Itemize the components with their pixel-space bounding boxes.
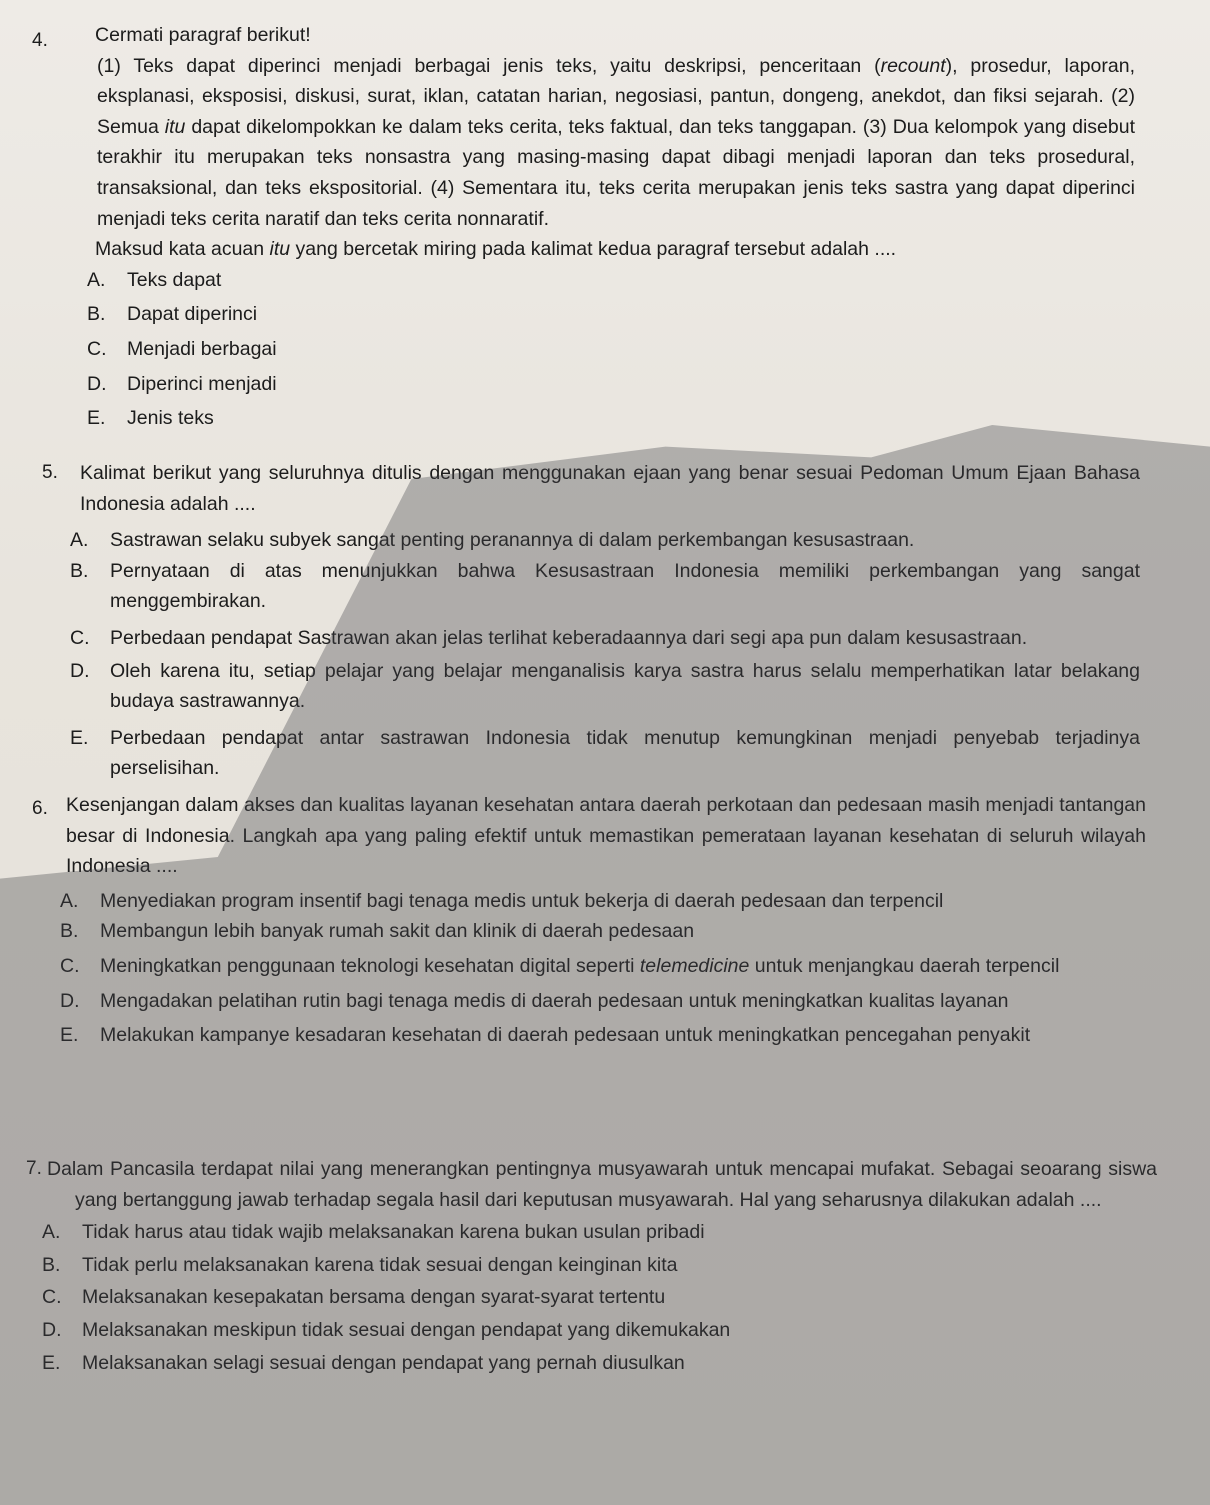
option-letter: A. — [70, 529, 89, 552]
question-4-paragraph-mid: laporan dan teks prosedural, transaksional, dan teks ekspositorial. (4) Sementara itu, teks cerita merupakan jenis teks sastra yang dapat diperinci menjadi teks cerita naratif dan teks cerita nonnaratif. — [97, 146, 1135, 230]
question-6-option-e[interactable] — [60, 1020, 1146, 1051]
option-letter: E. — [70, 726, 89, 749]
option-text: Perbedaan pendapat Sastrawan akan jelas terlihat keberadaannya dari segi apa pun dalam kesusastraan. — [110, 627, 1028, 650]
question-6-number: 6. — [32, 798, 48, 819]
option-letter: E. — [87, 407, 106, 430]
question-7 — [42, 1154, 1157, 1378]
question-6-option-c[interactable] — [60, 951, 1146, 982]
question-7-options — [42, 1217, 1157, 1378]
question-5-option-a[interactable] — [70, 525, 1140, 556]
option-letter: D. — [87, 372, 107, 395]
option-text: Membangun lebih banyak rumah sakit dan klinik di daerah pedesaan — [100, 920, 695, 943]
question-6-option-b[interactable] — [60, 916, 1146, 947]
option-letter: A. — [42, 1221, 61, 1244]
question-6-option-a[interactable] — [60, 886, 1146, 917]
question-4 — [87, 20, 1136, 434]
option-text: Oleh karena itu, setiap pelajar yang belajar menganalisis karya sastra harus selalu memperhatikan latar belakang budaya sastrawannya. — [110, 659, 1140, 713]
option-letter: C. — [60, 955, 80, 978]
option-text: Jenis teks — [127, 407, 214, 430]
question-7-option-a[interactable] — [42, 1217, 1157, 1248]
option-text: Melaksanakan selagi sesuai dengan pendapat yang pernah diusulkan — [82, 1351, 685, 1374]
option-text: Melakukan kampanye kesadaran kesehatan di daerah pedesaan untuk meningkatkan pencegahan penyakit — [100, 1024, 1031, 1047]
question-5 — [70, 458, 1140, 784]
question-4-number: 4. — [32, 30, 48, 51]
option-letter: D. — [70, 659, 90, 682]
question-4-option-d[interactable] — [87, 369, 1135, 400]
option-text: Sastrawan selaku subyek sangat penting peranannya di dalam perkembangan kesusastraan. — [110, 529, 915, 552]
option-text: Melaksanakan meskipun tidak sesuai dengan pendapat yang dikemukakan — [82, 1319, 731, 1342]
question-4-paragraph-text: (1) Teks dapat diperinci menjadi berbagai jenis teks, yaitu deskripsi, penceritaan (recount), prosedur, laporan, eksplanasi, eksposisi, diskusi, surat, iklan, catatan harian, negosiasi, pantun, dongeng, anekdot, dan fiksi sejarah. (2) Semua itu dapat dikelompokkan ke dalam teks cerita, teks faktual, dan teks tanggapan. (3) Dua kelompok yang disebut terakhir itu merupakan teks nonsastra yang masing-masing dapat dibagi menjadi — [97, 54, 1136, 169]
question-5-option-d[interactable] — [70, 656, 1140, 717]
option-text: Tidak harus atau tidak wajib melaksanakan karena bukan usulan pribadi — [82, 1221, 705, 1244]
option-text: Meningkatkan penggunaan teknologi kesehatan digital seperti telemedicine untuk menjangkau daerah terpencil — [100, 955, 1060, 978]
option-letter: B. — [60, 920, 79, 943]
question-4-intro: Cermati paragraf berikut! — [95, 24, 311, 46]
question-5-number: 5. — [42, 462, 58, 483]
question-6 — [60, 790, 1146, 1051]
question-7-stem: Dalam Pancasila terdapat nilai yang menerangkan pentingnya musyawarah untuk mencapai mufakat. Sebagai seoarang siswa yang bertanggung jawab terhadap segala hasil dari keputusan musyawarah. Hal yang seharusnya dilakukan adalah .... — [47, 1158, 1157, 1211]
option-letter: B. — [70, 559, 89, 582]
question-4-option-e[interactable] — [87, 403, 1135, 434]
question-7-option-e[interactable] — [42, 1348, 1157, 1379]
option-letter: D. — [42, 1319, 62, 1342]
question-7-number: 7. — [26, 1158, 42, 1179]
option-text: Mengadakan pelatihan rutin bagi tenaga medis di daerah pedesaan untuk meningkatkan kualitas layanan — [100, 989, 1009, 1012]
question-6-stem: Kesenjangan dalam akses dan kualitas layanan kesehatan antara daerah perkotaan dan pedesaan masih menjadi tantangan besar di Indonesia. Langkah apa yang paling efektif untuk memastikan pemerataan layanan kesehatan di seluruh wilayah Indonesia .... — [66, 794, 1146, 878]
question-5-stem: Kalimat berikut yang seluruhnya ditulis dengan menggunakan ejaan yang benar sesuai Pedoman Umum Ejaan Bahasa Indonesia adalah .... — [80, 462, 1140, 515]
option-text: Diperinci menjadi — [127, 372, 277, 395]
option-text: Pernyataan di atas menunjukkan bahwa Kesusastraan Indonesia memiliki perkembangan yang sangat menggembirakan. — [110, 559, 1140, 613]
option-text: Tidak perlu melaksanakan karena tidak sesuai dengan keinginan kita — [82, 1253, 678, 1276]
option-text: Dapat diperinci — [127, 303, 258, 326]
option-letter: C. — [70, 627, 90, 650]
option-text: Melaksanakan kesepakatan bersama dengan syarat-syarat tertentu — [82, 1286, 666, 1309]
option-letter: A. — [87, 268, 106, 291]
option-letter: C. — [42, 1286, 62, 1309]
option-letter: E. — [42, 1351, 61, 1374]
question-6-options — [60, 886, 1146, 1051]
question-4-options — [87, 265, 1135, 434]
option-text: Teks dapat — [127, 268, 222, 291]
option-letter: D. — [60, 989, 80, 1012]
question-5-options — [70, 525, 1140, 784]
option-letter: B. — [42, 1253, 61, 1276]
question-4-paragraph — [95, 51, 1135, 235]
option-letter: E. — [60, 1024, 79, 1047]
question-4-option-c[interactable] — [87, 334, 1135, 365]
question-7-option-d[interactable] — [42, 1315, 1157, 1346]
option-letter: C. — [87, 338, 107, 361]
question-4-option-a[interactable] — [87, 265, 1135, 296]
option-text: Menyediakan program insentif bagi tenaga medis untuk bekerja di daerah pedesaan dan terpencil — [100, 889, 944, 912]
question-5-option-e[interactable] — [70, 723, 1140, 784]
question-4-option-b[interactable] — [87, 299, 1135, 330]
question-7-option-c[interactable] — [42, 1282, 1157, 1313]
question-6-option-d[interactable] — [60, 986, 1146, 1017]
question-7-option-b[interactable] — [42, 1250, 1157, 1281]
option-text: Menjadi berbagai — [127, 338, 277, 361]
option-letter: A. — [60, 889, 79, 912]
option-text: Perbedaan pendapat antar sastrawan Indonesia tidak menutup kemungkinan menjadi penyebab terjadinya perselisihan. — [110, 726, 1140, 780]
option-letter: B. — [87, 303, 106, 326]
question-5-option-c[interactable] — [70, 623, 1140, 654]
question-5-option-b[interactable] — [70, 556, 1140, 617]
question-4-stem: Maksud kata acuan itu yang bercetak miring pada kalimat kedua paragraf tersebut adalah .... — [95, 238, 897, 261]
